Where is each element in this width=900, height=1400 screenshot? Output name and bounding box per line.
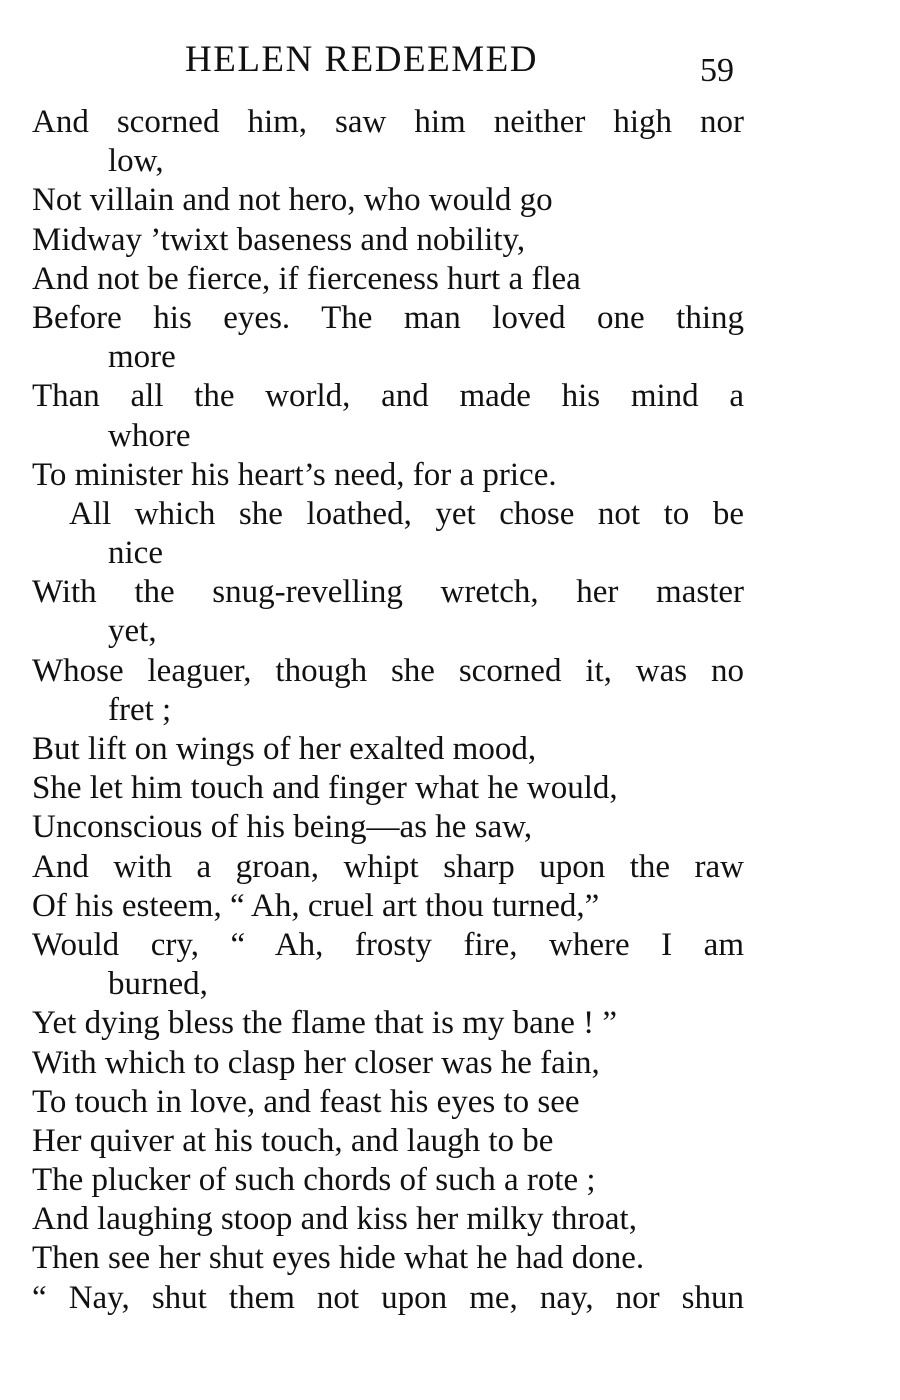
verse-line: Yet dying bless the flame that is my bane ! ” — [32, 1005, 618, 1042]
verse-line: But lift on wings of her exalted mood, — [32, 731, 537, 767]
verse-line: more — [108, 339, 176, 376]
verse-line: burned, — [108, 966, 208, 1003]
verse-line: And not be fierce, if fierceness hurt a flea — [32, 260, 581, 297]
verse-line: “ Nay, shut them not upon me, nay, nor shun — [32, 1279, 744, 1316]
verse-line: Than all the world, and made his mind a — [32, 378, 744, 415]
verse-line: Then see her shut eyes hide what he had done. — [32, 1240, 645, 1277]
verse-line: Not villain and not hero, who would go — [32, 182, 553, 219]
verse-line: To touch in love, and feast his eyes to see — [32, 1083, 580, 1120]
verse-body — [32, 103, 744, 1318]
verse-line: Of his esteem, “ Ah, cruel art thou turned,” — [32, 887, 600, 924]
verse-line: With the snug-revelling wretch, her master — [32, 574, 744, 611]
verse-line: And with a groan, whipt sharp upon the raw — [32, 848, 744, 885]
verse-line: To minister his heart’s need, for a price. — [32, 456, 557, 493]
verse-line: She let him touch and finger what he would, — [32, 770, 618, 807]
verse-line: yet, — [108, 613, 157, 650]
verse-line: fret ; — [108, 691, 172, 728]
verse-line: whore — [108, 417, 191, 454]
verse-line: And scorned him, saw him neither high nor — [32, 104, 744, 140]
verse-line: The plucker of such chords of such a rote ; — [32, 1162, 596, 1199]
verse-line: Midway ’twixt baseness and nobility, — [32, 221, 526, 258]
verse-line: Before his eyes. The man loved one thing — [32, 299, 744, 336]
verse-line: Would cry, “ Ah, frosty fire, where I am — [32, 926, 744, 963]
verse-line: nice — [108, 535, 163, 572]
verse-line: Whose leaguer, though she scorned it, was no — [32, 652, 744, 689]
page-number: 59 — [700, 52, 734, 89]
verse-line: All which she loathed, yet chose not to be — [69, 495, 744, 532]
verse-line: Unconscious of his being—as he saw, — [32, 809, 533, 846]
verse-line: With which to clasp her closer was he fain, — [32, 1044, 600, 1081]
verse-line: low, — [108, 143, 164, 180]
verse-line: Her quiver at his touch, and laugh to be — [32, 1122, 554, 1159]
verse-line: And laughing stoop and kiss her milky throat, — [32, 1201, 637, 1238]
running-title: HELEN REDEEMED — [185, 39, 538, 80]
running-head — [0, 38, 900, 89]
